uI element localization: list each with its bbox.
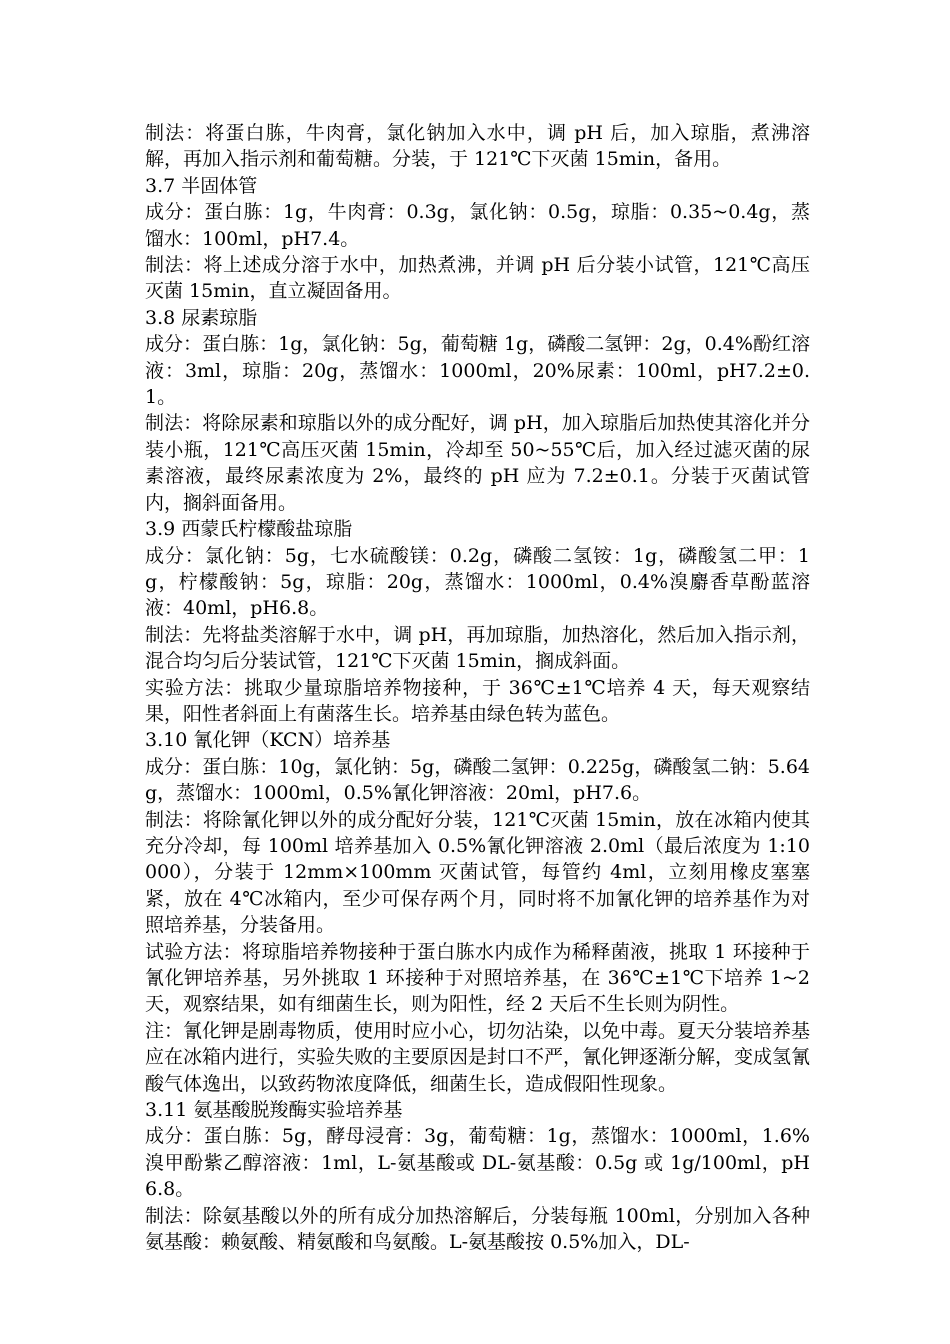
paragraph-prep-method-3-10: 制法：将除氰化钾以外的成分配好分装，121℃灭菌 15min，放在冰箱内使其充分冷却，每 100ml 培养基加入 0.5%氰化钾溶液 2.0ml（最后浓度为 1:10000），分装于 12mm×100mm 灭菌试管，每管约 4ml，立刻用橡皮塞塞紧，放在 4℃冰箱内，至少可保存两个月，同时将不加氰化钾的培养基作为对照培养基，分装备用。 — [145, 808, 810, 937]
section-heading-3-10: 3.10 氰化钾（KCN）培养基 — [145, 729, 391, 752]
paragraph-test-method-3-9: 实验方法：挑取少量琼脂培养物接种，于 36℃±1℃培养 4 天，每天观察结果，阳性者斜面上有菌落生长。培养基由绿色转为蓝色。 — [145, 676, 810, 725]
paragraph-ingredients-3-8: 成分：蛋白胨：1g，氯化钠：5g，葡萄糖 1g，磷酸二氢钾：2g，0.4%酚红溶液：3ml，琼脂：20g，蒸馏水：1000ml，20%尿素：100ml，pH7.2±0.1。 — [145, 333, 810, 409]
paragraph-prep-method-3-7: 制法：将上述成分溶于水中，加热煮沸，并调 pH 后分装小试管，121℃高压灭菌 15min，直立凝固备用。 — [145, 254, 810, 303]
section-heading-3-9: 3.9 西蒙氏柠檬酸盐琼脂 — [145, 518, 353, 541]
section-heading-3-8: 3.8 尿素琼脂 — [145, 306, 258, 329]
document-page — [145, 120, 810, 1255]
section-heading-3-7: 3.7 半固体管 — [145, 174, 258, 197]
paragraph-ingredients-3-10: 成分：蛋白胨：10g，氯化钠：5g，磷酸二氢钾：0.225g，磷酸氢二钠：5.64g，蒸馏水：1000ml，0.5%氰化钾溶液：20ml，pH7.6。 — [145, 755, 810, 805]
paragraph-note-3-10: 注：氰化钾是剧毒物质，使用时应小心，切勿沾染，以免中毒。夏天分装培养基应在冰箱内进行，实验失败的主要原因是封口不严，氰化钾逐渐分解，变成氢氰酸气体逸出，以致药物浓度降低，细菌生长，造成假阳性现象。 — [145, 1019, 811, 1095]
paragraph-test-method-3-10: 试验方法：将琼脂培养物接种于蛋白胨水内成作为稀释菌液，挑取 1 环接种于氰化钾培养基，另外挑取 1 环接种于对照培养基，在 36℃±1℃下培养 1~2 天，观察结果，如有细菌生长，则为阳性，经 2 天后不生长则为阴性。 — [145, 940, 810, 1016]
paragraph-ingredients-3-9: 成分：氯化钠：5g，七水硫酸镁：0.2g，磷酸二氢铵：1g，磷酸氢二甲：1g，柠檬酸钠：5g，琼脂：20g，蒸馏水：1000ml，0.4%溴麝香草酚蓝溶液：40ml，pH6.8。 — [145, 544, 810, 620]
paragraph-ingredients-3-7: 成分：蛋白胨：1g，牛肉膏：0.3g，氯化钠：0.5g，琼脂：0.35~0.4g，蒸馏水：100ml，pH7.4。 — [145, 201, 810, 250]
paragraph-prep-method-3-11: 制法：除氨基酸以外的所有成分加热溶解后，分装每瓶 100ml，分别加入各种氨基酸：赖氨酸、精氨酸和鸟氨酸。L-氨基酸按 0.5%加入，DL- — [145, 1204, 810, 1254]
paragraph-prep-method-3-8: 制法：将除尿素和琼脂以外的成分配好，调 pH，加入琼脂后加热使其溶化并分装小瓶，121℃高压灭菌 15min，冷却至 50~55℃后，加入经过滤灭菌的尿素溶液，最终尿素浓度为 2%，最终的 pH 应为 7.2±0.1。分装于灭菌试管内，搁斜面备用。 — [145, 412, 810, 514]
paragraph-ingredients-3-11: 成分：蛋白胨：5g，酵母浸膏：3g，葡萄糖：1g，蒸馏水：1000ml，1.6%溴甲酚紫乙醇溶液：1ml，L-氨基酸或 DL-氨基酸：0.5g 或 1g/100ml，pH6.8。 — [145, 1125, 810, 1201]
paragraph-prep-method-1: 制法：将蛋白胨，牛肉膏，氯化钠加入水中，调 pH 后，加入琼脂，煮沸溶解，再加入指示剂和葡萄糖。分装，于 121℃下灭菌 15min，备用。 — [145, 122, 810, 171]
section-heading-3-11: 3.11 氨基酸脱羧酶实验培养基 — [145, 1099, 403, 1122]
paragraph-prep-method-3-9: 制法：先将盐类溶解于水中，调 pH，再加琼脂，加热溶化，然后加入指示剂，混合均匀后分装试管，121℃下灭菌 15min，搁成斜面。 — [145, 623, 810, 673]
